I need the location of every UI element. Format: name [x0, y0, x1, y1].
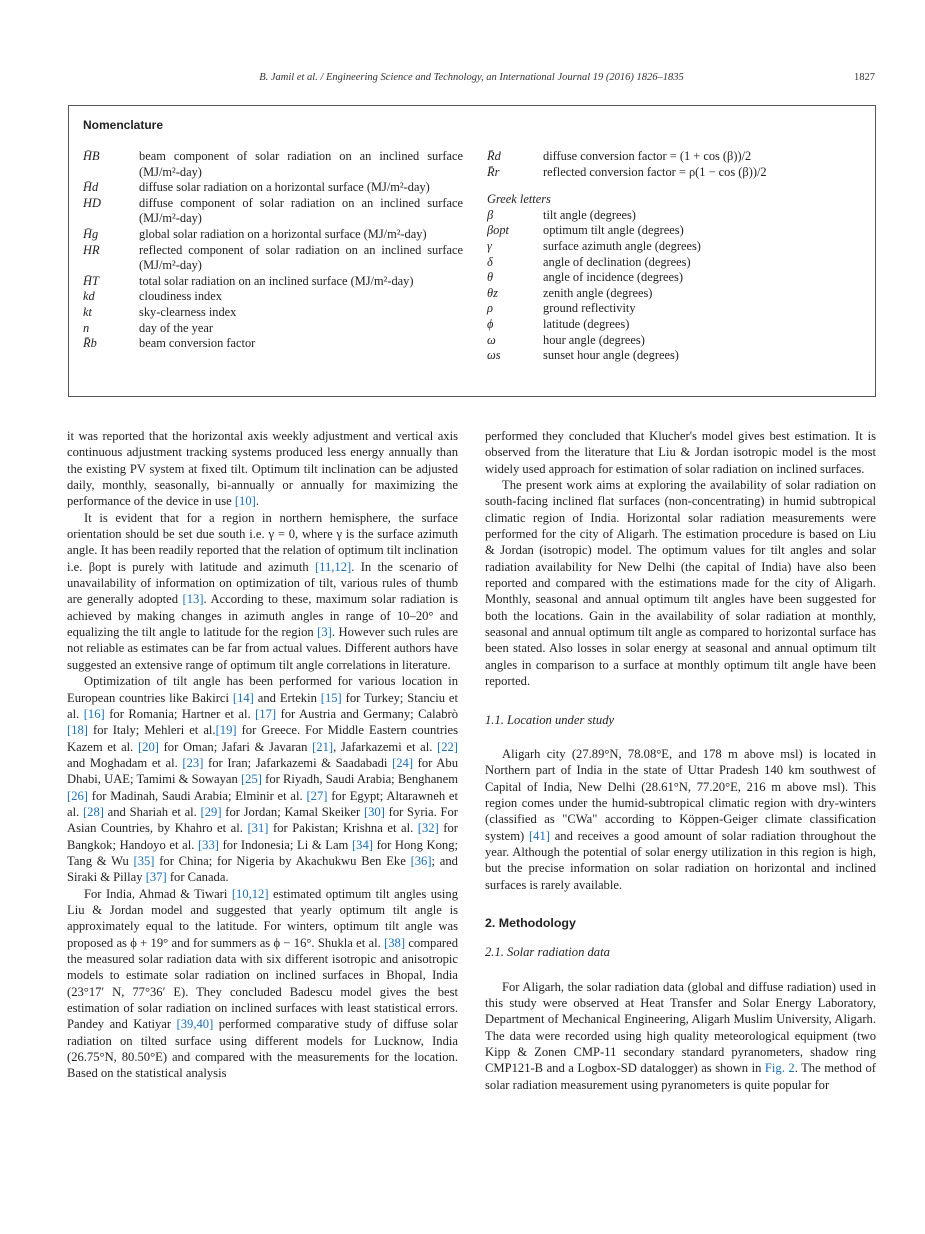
citation-link[interactable]: [15]	[320, 690, 342, 705]
nomenclature-item: kt sky-clearness index	[83, 304, 237, 319]
citation-link[interactable]: [29]	[200, 804, 222, 819]
nomenclature-item: β tilt angle (degrees)	[487, 207, 636, 222]
citation-link[interactable]: [41]	[528, 828, 550, 843]
nomenclature-item: δ angle of declination (degrees)	[487, 254, 691, 269]
citation-link[interactable]: [32]	[417, 821, 439, 836]
nomenclature-item: ω hour angle (degrees)	[487, 332, 645, 347]
nomenclature-item: ρ ground reflectivity	[487, 301, 636, 316]
nomenclature-item: βopt optimum tilt angle (degrees)	[487, 223, 684, 238]
paragraph: For Aligarh, the solar radiation data (global and diffuse radiation) used in this study were observed at Heat Transfer and Solar Energy Laboratory, Department of Mechanical Engineering, Aligarh Muslim University, Aligarh. The data were recorded using high quality meteorological equipment (two Kipp & Zonen CMP-11 secondary standard pyranometers, shadow ring CMP121-B and a Logbox-SD datalogger) as shown in Fig. 2. The method of solar radiation measurement using pyranometers is quite popular for	[485, 979, 876, 1092]
citation-link[interactable]: Fig. 2	[764, 1061, 795, 1076]
citation-link[interactable]: [38]	[384, 935, 406, 950]
citation-link[interactable]: [35]	[133, 853, 155, 868]
citation-link[interactable]: [19]	[215, 723, 237, 738]
greek-letters-title: Greek letters	[487, 192, 551, 207]
citation-link[interactable]: [11,12]	[314, 559, 352, 574]
citation-link[interactable]: [31]	[247, 821, 269, 836]
citation-link[interactable]: [36]	[410, 853, 432, 868]
nomenclature-item: R̄d diffuse conversion factor = (1 + cos (β))/2	[487, 149, 752, 163]
nomenclature-item: HR reflected component of solar radiation on an inclined surface (MJ/m²-day)	[83, 242, 463, 273]
citation-link[interactable]: [27]	[306, 788, 328, 803]
nomenclature-item: θz zenith angle (degrees)	[487, 285, 653, 300]
nomenclature-item: θ angle of incidence (degrees)	[487, 270, 684, 285]
paragraph: For India, Ahmad & Tiwari [10,12] estimated optimum tilt angles using Liu & Jordan model and suggested that yearly optimum tilt angle is approximately equal to the latitude. For winters, optimum tilt angle was proposed as ϕ + 19° and for summers as ϕ − 16°. Shukla et al. [38] compared the measured solar radiation data with six different isotropic and anisotropic models to estimate solar radiation on inclined surfaces in Bhopal, India (23°17′ N, 77°36′ E). They concluded Badescu model gives the best estimation of solar radiation on inclined surfaces with least statistical errors. Pandey and Katiyar [39,40] performed comparative study of diffuse solar radiation on tilted surface using different models for Lucknow, India (26.75°N, 80.50°E) and compared with the measurements for the location. Based on the statistical analysis	[67, 886, 458, 1081]
citation-link[interactable]: [33]	[197, 837, 219, 852]
citation-link[interactable]: [13]	[182, 592, 204, 607]
citation-link[interactable]: [20]	[137, 739, 159, 754]
nomenclature-item: ωs sunset hour angle (degrees)	[487, 348, 679, 363]
citation-link[interactable]: [10,12]	[231, 886, 269, 901]
nomenclature-item: γ surface azimuth angle (degrees)	[487, 238, 701, 253]
citation-link[interactable]: [22]	[437, 739, 458, 754]
citation-link[interactable]: [17]	[255, 706, 277, 721]
nomenclature-item: H̄d diffuse solar radiation on a horizontal surface (MJ/m²-day)	[83, 180, 430, 195]
nomenclature-item: ϕ latitude (degrees)	[487, 316, 630, 331]
nomenclature-item: R̄r reflected conversion factor = ρ(1 − cos (β))/2	[487, 164, 767, 179]
right-column	[485, 428, 876, 1093]
citation-link[interactable]: [26]	[67, 788, 88, 803]
citation-link[interactable]: [30]	[363, 804, 385, 819]
paragraph: performed they concluded that Klucher's model gives best estimation. It is observed from the literature that Liu & Jordan isotropic model is the most widely used approach for estimation of solar radiation on inclined surfaces.	[485, 429, 876, 476]
nomenclature-title: Nomenclature	[83, 118, 164, 132]
citation-link[interactable]: [39,40]	[176, 1017, 214, 1032]
citation-link[interactable]: [25]	[240, 772, 262, 787]
citation-link[interactable]: [18]	[67, 723, 88, 738]
nomenclature-item: R̄b beam conversion factor	[83, 336, 256, 351]
citation-link[interactable]: [34]	[351, 837, 373, 852]
citation-link[interactable]: [14]	[232, 690, 254, 705]
running-header	[68, 72, 875, 83]
citation-link[interactable]: [3]	[317, 625, 332, 640]
paragraph: it was reported that the horizontal axis weekly adjustment and vertical axis continuous adjustment tracking systems produced less energy annually than the existing PV system at fixed tilt. Optimum tilt inclination can be adjusted daily, monthly, seasonally, bi-annually or annually for maximizing the performance of the device in use [10].	[67, 429, 458, 509]
citation-link[interactable]: [10]	[234, 494, 256, 509]
nomenclature-item: H̄B beam component of solar radiation on an inclined surface (MJ/m²-day)	[83, 149, 463, 179]
nomenclature-box	[68, 105, 876, 397]
nomenclature-item: kd cloudiness index	[83, 289, 222, 304]
nomenclature-item: n day of the year	[83, 320, 213, 335]
citation-link[interactable]: [16]	[83, 706, 105, 721]
nomenclature-left	[83, 149, 463, 352]
page-number: 1827	[854, 72, 875, 83]
citation-link[interactable]: [24]	[392, 755, 414, 770]
nomenclature-right	[487, 149, 857, 364]
citation-link[interactable]: [37]	[145, 870, 167, 885]
section-heading-methodology: 2. Methodology	[485, 915, 576, 930]
paragraph: Optimization of tilt angle has been performed for various location in European countries like Bakirci [14] and Ertekin [15] for Turkey; Stanciu et al. [16] for Romania; Hartner et al. [17] for Austria and Germany; Calabrò [18] for Italy; Mehleri et al.[19] for Greece. For Middle Eastern countries Kazem et al. [20] for Oman; Jafari & Javaran [21], Jafarkazemi et al. [22] and Moghadam et al. [23] for Iran; Jafarkazemi & Saadabadi [24] for Abu Dhabi, UAE; Tamimi & Sowayan [25] for Riyadh, Saudi Arabia; Benghanem [26] for Madinah, Saudi Arabia; Elminir et al. [27] for Egypt; Altarawneh et al. [28] and Shariah et al. [29] for Jordan; Kamal Skeiker [30] for Syria. For Asian Countries, by Khahro et al. [31] for Pakistan; Krishna et al. [32] for Bangkok; Handoyo et al. [33] for Indonesia; Li & Lam [34] for Hong Kong; Tang & Wu [35] for China; for Nigeria by Akachukwu Ben Eke [36]; and Siraki & Pillay [37] for Canada.	[67, 674, 459, 885]
paragraph: It is evident that for a region in northern hemisphere, the surface orientation should be set due south i.e. γ = 0, where γ is the surface azimuth angle. It has been readily reported that the relation of optimum tilt inclination i.e. βopt is purely with latitude and azimuth [11,12]. In the scenario of unavailability of information on optimization of tilt, various rules of thumb are generally adopted [13]. According to these, maximum solar radiation is achieved by making changes in azimuth angles in range of 10–20° and equalizing the tilt angle to latitude for the region [3]. However such rules are not reliable as estimates can be far from actual values. Different authors have suggested an extensive range of optimum tilt angle correlations in literature.	[67, 510, 458, 672]
paragraph: The present work aims at exploring the availability of solar radiation on south-facing inclined flat surfaces (non-concentrating) in humid subtropical climatic region of India. Horizontal solar radiation measurements were performed for the city of Aligarh. The estimation procedure is based on Liu & Jordan (isotropic) model. The optimum values for tilt angles and solar radiation availability for New Delhi (the capital of India) have also been reported and compared with the estimations made for the city of Aligarh. Monthly, seasonal and annual optimum tilt angles have been suggested for both the locations. Gain in the availability of solar radiation at monthly, seasonal and annual optimum tilt angle as compared to horizontal surface has been stated. Also losses in solar energy at seasonal and annual optimum tilt angles in comparison to a surface at monthly optimum tilt angle have been reported.	[485, 478, 876, 689]
paragraph: Aligarh city (27.89°N, 78.08°E, and 178 m above msl) is located in Northern part of India in the state of Uttar Pradesh 140 km southwest of Capital of India, New Delhi (28.61°N, 77.20°E, 216 m above msl). This region comes under the humid-subtropical climatic region with dry-winters (classified as "CWa" according to Köppen-Geiger climate classification system) [41] and receives a good amount of solar radiation throughout the year. Although the potential of solar energy utilization in this region is high, but the precise information on solar radiation on horizontal and inclined surfaces is rarely available.	[485, 746, 877, 892]
citation-link[interactable]: [28]	[82, 804, 104, 819]
left-column	[67, 428, 458, 1082]
subsection-heading-location: 1.1. Location under study	[485, 712, 615, 727]
nomenclature-item: H̄T total solar radiation on an inclined surface (MJ/m²-day)	[83, 273, 414, 288]
subsection-heading-data: 2.1. Solar radiation data	[485, 945, 610, 960]
citation-link[interactable]: [23]	[182, 755, 204, 770]
citation-link[interactable]: [21]	[312, 739, 334, 754]
nomenclature-item: HD diffuse component of solar radiation on an inclined surface (MJ/m²-day)	[83, 195, 463, 226]
journal-citation: B. Jamil et al. / Engineering Science and Technology, an International Journal 19 (2016) 1826–1835	[259, 72, 684, 83]
nomenclature-item: H̄g global solar radiation on a horizontal surface (MJ/m²-day)	[83, 226, 427, 241]
